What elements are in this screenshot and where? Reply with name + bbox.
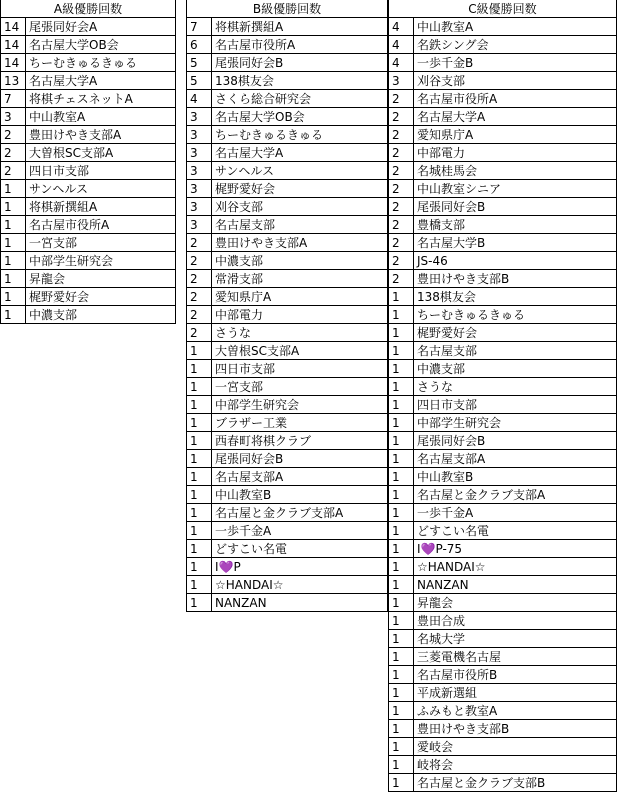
team-name: 岐将会 — [414, 756, 617, 774]
table-row — [389, 720, 617, 738]
team-name: 名古屋市役所B — [414, 666, 617, 684]
team-name: 名古屋大学OB会 — [26, 36, 176, 54]
table-row — [187, 594, 388, 612]
team-name: 三菱電機名古屋 — [414, 648, 617, 666]
table-row — [389, 576, 617, 594]
team-name: 将棋チェスネットA — [26, 90, 176, 108]
win-count: 1 — [1, 270, 26, 288]
table-row — [389, 630, 617, 648]
win-count: 1 — [389, 594, 414, 612]
table-row — [1, 72, 176, 90]
column-a-class-wins — [0, 0, 176, 324]
table-row — [187, 414, 388, 432]
team-name: JS-46 — [414, 252, 617, 270]
team-name: 尾張同好会B — [212, 450, 388, 468]
table-row — [1, 288, 176, 306]
table-row — [389, 666, 617, 684]
team-name: 中山教室B — [212, 486, 388, 504]
table-row — [1, 198, 176, 216]
win-count: 2 — [389, 270, 414, 288]
table-row — [389, 396, 617, 414]
win-count: 7 — [1, 90, 26, 108]
table-row — [1, 36, 176, 54]
team-name: サンヘルス — [26, 180, 176, 198]
table-row — [187, 216, 388, 234]
table-row — [187, 90, 388, 108]
win-count: 1 — [389, 738, 414, 756]
win-count: 1 — [389, 324, 414, 342]
team-name: 昇龍会 — [414, 594, 617, 612]
win-count: 1 — [389, 540, 414, 558]
team-name: どすこい名電 — [212, 540, 388, 558]
win-count: 1 — [389, 396, 414, 414]
win-count: 4 — [389, 54, 414, 72]
team-name: 尾張同好会B — [414, 432, 617, 450]
win-count: 5 — [187, 72, 212, 90]
win-count: 2 — [389, 90, 414, 108]
team-name: 愛岐会 — [414, 738, 617, 756]
team-name: 中山教室A — [26, 108, 176, 126]
win-count: 1 — [389, 648, 414, 666]
table-row — [389, 288, 617, 306]
team-name: 愛知県庁A — [414, 126, 617, 144]
column-b-class-wins — [186, 0, 388, 612]
team-name: サンヘルス — [212, 162, 388, 180]
table-row — [187, 252, 388, 270]
win-count: 1 — [187, 576, 212, 594]
win-count: 1 — [389, 684, 414, 702]
table-row — [187, 396, 388, 414]
team-name: 豊田合成 — [414, 612, 617, 630]
table-row — [187, 36, 388, 54]
table-row — [389, 162, 617, 180]
column-c-class-wins — [388, 0, 617, 792]
table-row — [389, 252, 617, 270]
win-count: 1 — [389, 702, 414, 720]
win-count: 2 — [187, 324, 212, 342]
table-row — [389, 144, 617, 162]
win-count: 1 — [1, 198, 26, 216]
team-name: 中濃支部 — [26, 306, 176, 324]
win-count: 1 — [389, 468, 414, 486]
table-row — [187, 126, 388, 144]
win-count: 2 — [389, 180, 414, 198]
win-count: 14 — [1, 36, 26, 54]
win-count: 1 — [187, 486, 212, 504]
win-count: 2 — [1, 126, 26, 144]
win-count: 1 — [389, 576, 414, 594]
table-row — [389, 612, 617, 630]
table-row — [187, 54, 388, 72]
team-name: I💜P — [212, 558, 388, 576]
table-row — [389, 72, 617, 90]
win-count: 1 — [1, 180, 26, 198]
win-count: 2 — [1, 144, 26, 162]
team-name: 愛知県庁A — [212, 288, 388, 306]
team-name: 大曽根SC支部A — [212, 342, 388, 360]
table-row — [389, 558, 617, 576]
table-row — [187, 450, 388, 468]
win-count: 1 — [389, 450, 414, 468]
table-row — [187, 342, 388, 360]
win-count: 4 — [389, 18, 414, 36]
win-count: 1 — [187, 414, 212, 432]
team-name: 中部学生研究会 — [414, 414, 617, 432]
table-row — [187, 108, 388, 126]
win-count: 3 — [187, 216, 212, 234]
table-row — [389, 18, 617, 36]
win-count: 1 — [389, 558, 414, 576]
table-row — [1, 54, 176, 72]
table-row — [1, 252, 176, 270]
team-name: ☆HANDAI☆ — [414, 558, 617, 576]
table-row — [389, 594, 617, 612]
win-count: 5 — [187, 54, 212, 72]
team-name: 豊田けやき支部B — [414, 270, 617, 288]
table-row — [1, 144, 176, 162]
win-count: 2 — [389, 252, 414, 270]
win-count: 2 — [389, 162, 414, 180]
team-name: 中部電力 — [414, 144, 617, 162]
win-count: 1 — [389, 378, 414, 396]
team-name: ちーむきゅるきゅる — [414, 306, 617, 324]
win-count: 2 — [389, 144, 414, 162]
win-count: 14 — [1, 18, 26, 36]
team-name: ブラザー工業 — [212, 414, 388, 432]
win-count: 1 — [187, 558, 212, 576]
table-row — [187, 576, 388, 594]
table-row — [389, 468, 617, 486]
team-name: 豊田けやき支部A — [26, 126, 176, 144]
win-count: 1 — [389, 630, 414, 648]
team-name: 138棋友会 — [414, 288, 617, 306]
table-row — [389, 702, 617, 720]
team-name: 常滑支部 — [212, 270, 388, 288]
team-name: NANZAN — [212, 594, 388, 612]
team-name: 名古屋市役所A — [414, 90, 617, 108]
table-row — [389, 756, 617, 774]
win-count: 3 — [187, 162, 212, 180]
win-count: 3 — [187, 180, 212, 198]
team-name: 中部学生研究会 — [212, 396, 388, 414]
win-count: 1 — [389, 666, 414, 684]
team-name: 名城大学 — [414, 630, 617, 648]
table-row — [389, 306, 617, 324]
win-count: 1 — [389, 360, 414, 378]
win-count: 1 — [1, 306, 26, 324]
win-count: 4 — [389, 36, 414, 54]
win-count: 1 — [389, 720, 414, 738]
table-row — [1, 18, 176, 36]
table-row — [389, 216, 617, 234]
table-row — [187, 198, 388, 216]
win-count: 2 — [389, 198, 414, 216]
win-count: 1 — [389, 756, 414, 774]
table-row — [389, 90, 617, 108]
team-name: どすこい名電 — [414, 522, 617, 540]
win-count: 1 — [187, 342, 212, 360]
table-row — [389, 738, 617, 756]
win-count: 1 — [187, 468, 212, 486]
team-name: 名古屋大学A — [26, 72, 176, 90]
team-name: 名古屋大学A — [212, 144, 388, 162]
table-row — [187, 18, 388, 36]
table-row — [1, 234, 176, 252]
win-count: 4 — [187, 90, 212, 108]
team-name: 名古屋市役所A — [26, 216, 176, 234]
team-name: I💜P-75 — [414, 540, 617, 558]
win-count: 1 — [1, 288, 26, 306]
win-count: 1 — [187, 522, 212, 540]
table-b — [186, 0, 388, 612]
table-row — [389, 198, 617, 216]
win-count: 2 — [187, 306, 212, 324]
team-name: ちーむきゅるきゅる — [26, 54, 176, 72]
team-name: 一宮支部 — [212, 378, 388, 396]
team-name: さうな — [414, 378, 617, 396]
table-row — [187, 72, 388, 90]
win-count: 1 — [187, 450, 212, 468]
team-name: 豊橋支部 — [414, 216, 617, 234]
win-count: 2 — [187, 252, 212, 270]
team-name: 梶野愛好会 — [26, 288, 176, 306]
team-name: ちーむきゅるきゅる — [212, 126, 388, 144]
win-count: 2 — [187, 270, 212, 288]
team-name: ふみもと教室A — [414, 702, 617, 720]
team-name: 名古屋と金クラブ支部A — [414, 486, 617, 504]
win-count: 1 — [389, 486, 414, 504]
table-row — [389, 522, 617, 540]
win-count: 1 — [187, 360, 212, 378]
table-row — [389, 414, 617, 432]
team-name: 一宮支部 — [26, 234, 176, 252]
team-name: 梶野愛好会 — [212, 180, 388, 198]
team-name: 名城桂馬会 — [414, 162, 617, 180]
team-name: ☆HANDAI☆ — [212, 576, 388, 594]
team-name: 中部電力 — [212, 306, 388, 324]
win-count: 1 — [389, 288, 414, 306]
table-row — [1, 216, 176, 234]
team-name: 名古屋支部 — [414, 342, 617, 360]
table-row — [389, 342, 617, 360]
team-name: 名古屋支部A — [212, 468, 388, 486]
table-c — [388, 0, 617, 792]
team-name: 中濃支部 — [212, 252, 388, 270]
win-count: 1 — [1, 216, 26, 234]
team-name: 一歩千金A — [414, 504, 617, 522]
table-row — [187, 522, 388, 540]
win-count: 1 — [389, 306, 414, 324]
table-row — [1, 126, 176, 144]
table-row — [389, 324, 617, 342]
team-name: 平成新選組 — [414, 684, 617, 702]
win-count: 1 — [389, 504, 414, 522]
team-name: 名古屋市役所A — [212, 36, 388, 54]
team-name: 中山教室A — [414, 18, 617, 36]
team-name: 尾張同好会A — [26, 18, 176, 36]
table-row — [187, 540, 388, 558]
team-name: 豊田けやき支部B — [414, 720, 617, 738]
table-row — [389, 648, 617, 666]
win-count: 1 — [187, 396, 212, 414]
table-row — [187, 360, 388, 378]
table-row — [1, 270, 176, 288]
team-name: 四日市支部 — [212, 360, 388, 378]
team-name: 四日市支部 — [26, 162, 176, 180]
header-row — [1, 0, 176, 18]
win-count: 1 — [389, 522, 414, 540]
team-name: 名古屋支部 — [212, 216, 388, 234]
team-name: 将棋新撰組A — [26, 198, 176, 216]
table-row — [389, 540, 617, 558]
table-row — [1, 180, 176, 198]
table-row — [187, 306, 388, 324]
table-row — [187, 144, 388, 162]
win-count: 7 — [187, 18, 212, 36]
win-count: 1 — [389, 774, 414, 792]
table-row — [389, 108, 617, 126]
win-count: 1 — [187, 594, 212, 612]
team-name: 中濃支部 — [414, 360, 617, 378]
win-count: 13 — [1, 72, 26, 90]
team-name: 名古屋と金クラブ支部B — [414, 774, 617, 792]
win-count: 3 — [187, 198, 212, 216]
win-count: 3 — [1, 108, 26, 126]
team-name: 四日市支部 — [414, 396, 617, 414]
table-row — [389, 378, 617, 396]
win-count: 3 — [187, 144, 212, 162]
team-name: 昇龍会 — [26, 270, 176, 288]
table-row — [187, 324, 388, 342]
header-row — [389, 0, 617, 18]
team-name: 名古屋大学OB会 — [212, 108, 388, 126]
table-row — [187, 468, 388, 486]
table-row — [389, 234, 617, 252]
table-row — [1, 162, 176, 180]
table-a — [0, 0, 176, 324]
header-row — [187, 0, 388, 18]
win-count: 1 — [187, 540, 212, 558]
win-count: 3 — [187, 126, 212, 144]
team-name: 中部学生研究会 — [26, 252, 176, 270]
team-name: さうな — [212, 324, 388, 342]
team-name: 名古屋と金クラブ支部A — [212, 504, 388, 522]
team-name: 名古屋支部A — [414, 450, 617, 468]
table-row — [187, 162, 388, 180]
table-row — [187, 270, 388, 288]
win-count: 2 — [187, 288, 212, 306]
table-row — [389, 432, 617, 450]
column-header: A級優勝回数 — [1, 0, 176, 18]
table-row — [187, 504, 388, 522]
win-count: 1 — [389, 342, 414, 360]
win-count: 2 — [389, 216, 414, 234]
table-row — [389, 270, 617, 288]
team-name: 138棋友会 — [212, 72, 388, 90]
win-count: 1 — [389, 612, 414, 630]
team-name: 中山教室B — [414, 468, 617, 486]
team-name: 尾張同好会B — [414, 198, 617, 216]
team-name: 大曽根SC支部A — [26, 144, 176, 162]
win-count: 2 — [389, 126, 414, 144]
table-row — [187, 234, 388, 252]
team-name: NANZAN — [414, 576, 617, 594]
team-name: 名古屋大学B — [414, 234, 617, 252]
table-row — [389, 180, 617, 198]
win-count: 1 — [389, 432, 414, 450]
team-name: 一歩千金B — [414, 54, 617, 72]
column-header: B級優勝回数 — [187, 0, 388, 18]
team-name: 刈谷支部 — [414, 72, 617, 90]
win-count: 3 — [187, 108, 212, 126]
table-row — [187, 486, 388, 504]
win-count: 1 — [187, 432, 212, 450]
table-row — [389, 504, 617, 522]
column-header: C級優勝回数 — [389, 0, 617, 18]
table-row — [389, 54, 617, 72]
table-row — [1, 90, 176, 108]
team-name: 名鉄シング会 — [414, 36, 617, 54]
win-count: 3 — [389, 72, 414, 90]
team-name: さくら総合研究会 — [212, 90, 388, 108]
table-row — [187, 180, 388, 198]
table-row — [389, 684, 617, 702]
win-count: 1 — [1, 234, 26, 252]
team-name: 尾張同好会B — [212, 54, 388, 72]
win-count: 1 — [187, 378, 212, 396]
win-count: 1 — [389, 414, 414, 432]
win-count: 2 — [389, 234, 414, 252]
team-name: 名古屋大学A — [414, 108, 617, 126]
table-row — [187, 288, 388, 306]
win-count: 2 — [389, 108, 414, 126]
table-row — [187, 432, 388, 450]
win-count: 1 — [187, 504, 212, 522]
team-name: 将棋新撰組A — [212, 18, 388, 36]
team-name: 中山教室シニア — [414, 180, 617, 198]
table-row — [389, 486, 617, 504]
table-row — [1, 306, 176, 324]
table-row — [389, 774, 617, 792]
win-count: 6 — [187, 36, 212, 54]
team-name: 西春町将棋クラブ — [212, 432, 388, 450]
team-name: 梶野愛好会 — [414, 324, 617, 342]
win-count: 14 — [1, 54, 26, 72]
win-count: 1 — [1, 252, 26, 270]
table-row — [389, 450, 617, 468]
win-count: 2 — [1, 162, 26, 180]
table-row — [389, 126, 617, 144]
table-row — [187, 558, 388, 576]
team-name: 刈谷支部 — [212, 198, 388, 216]
table-row — [389, 36, 617, 54]
table-row — [389, 360, 617, 378]
team-name: 一歩千金A — [212, 522, 388, 540]
win-count: 2 — [187, 234, 212, 252]
table-row — [1, 108, 176, 126]
team-name: 豊田けやき支部A — [212, 234, 388, 252]
table-row — [187, 378, 388, 396]
